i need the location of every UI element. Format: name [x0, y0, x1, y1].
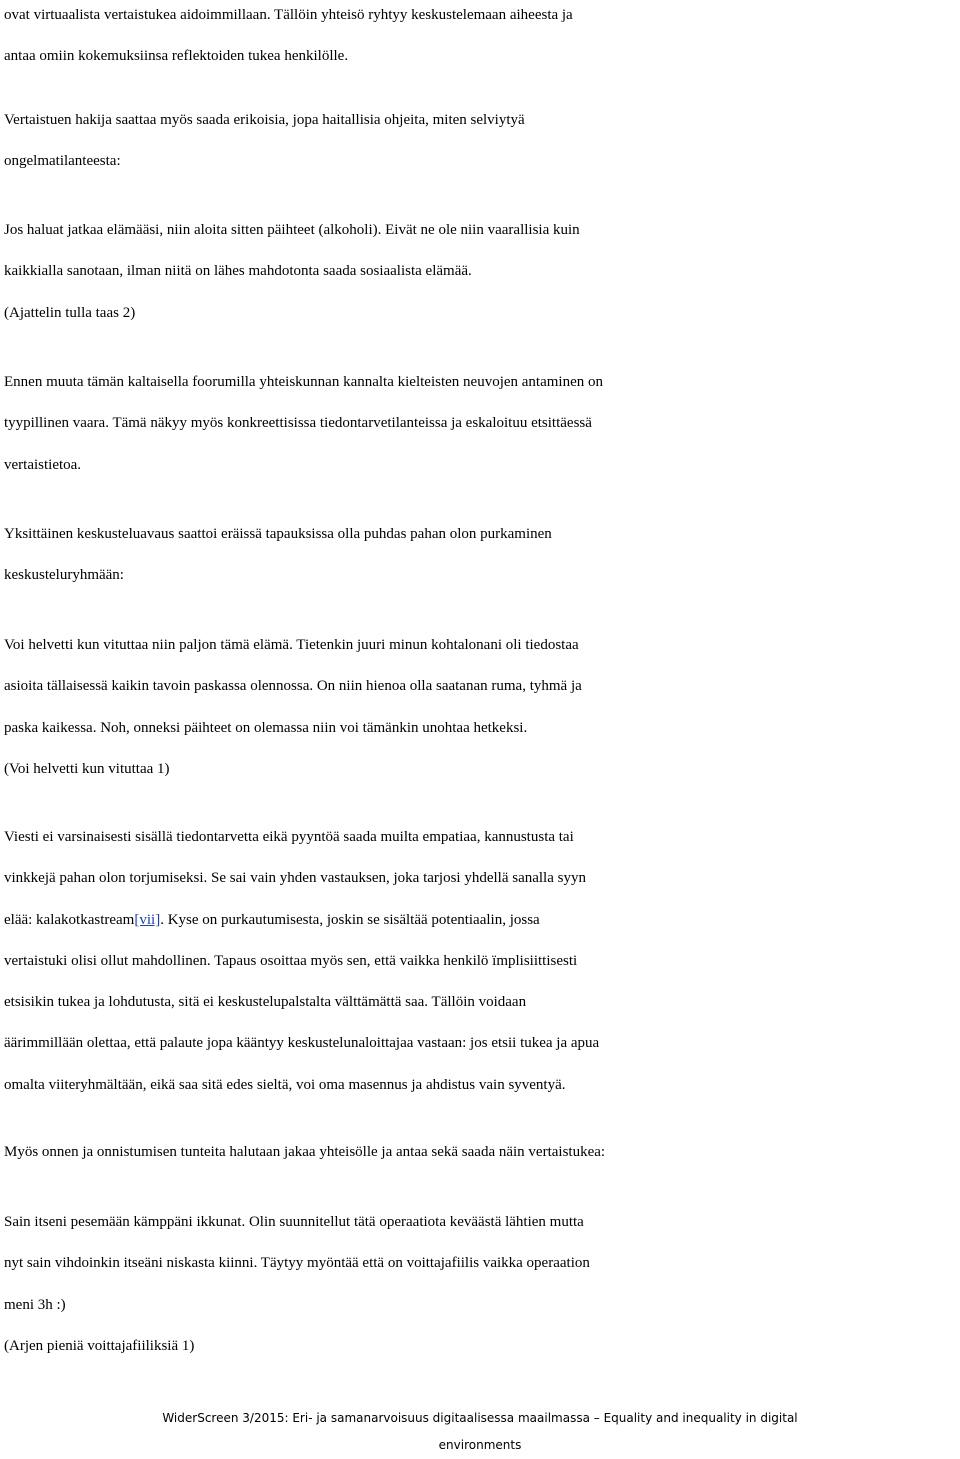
text-line: kaikkialla sanotaan, ilman niitä on lähes mahdotonta saada sosiaalista elämää.: [4, 263, 472, 280]
text-line: Jos haluat jatkaa elämääsi, niin aloita sitten päihteet (alkoholi). Eivät ne ole niin vaarallisia kuin: [4, 222, 580, 238]
quote-source: (Ajattelin tulla taas 2): [4, 304, 136, 321]
text-line: Voi helvetti kun vituttaa niin paljon tämä elämä. Tietenkin juuri minun kohtalonani oli tiedostaa: [4, 637, 579, 653]
text-line: paska kaikessa. Noh, onneksi päihteet on olemassa niin voi tämänkin unohtaa hetkeksi.: [4, 719, 528, 736]
quote-paragraph: [4, 1202, 960, 1367]
text-line: Myös onnen ja onnistumisen tunteita halutaan jakaa yhteisölle ja antaa sekä saada näin vertaistukea:: [4, 1144, 606, 1160]
text-line: ovat virtuaalista vertaistukea aidoimmillaan. Tällöin yhteisö ryhtyy keskustelemaan aiheesta ja: [4, 7, 573, 23]
text-line: Yksittäinen keskusteluavaus saattoi eräissä tapauksissa olla puhdas pahan olon purkaminen: [4, 526, 552, 542]
quote-paragraph: [4, 625, 960, 790]
text-line: Viesti ei varsinaisesti sisällä tiedontarvetta eikä pyyntöä saada muilta empatiaa, kannustusta tai: [4, 829, 574, 845]
text-line: antaa omiin kokemuksiinsa reflektoiden tukea henkilölle.: [4, 48, 349, 65]
footer-line: WiderScreen 3/2015: Eri- ja samanarvoisuus digitaalisessa maailmassa – Equality and inequality in digital: [162, 1411, 798, 1425]
text-segment: elää: kalakotkastream: [4, 911, 135, 928]
paragraph-joy: [4, 1132, 960, 1173]
text-line: äärimmillään olettaa, että palaute jopa kääntyy keskustelunaloittajaa vastaan: jos etsii tukea ja apua: [4, 1035, 600, 1052]
text-line: omalta viiteryhmältään, eikä saa sitä edes sieltä, voi oma masennus ja ahdistus vain syventyä.: [4, 1076, 566, 1093]
page-footer: [0, 1405, 960, 1459]
text-line: tyypillinen vaara. Tämä näkyy myös konkreettisissa tiedontarvetilanteissa ja eskaloituu etsittäessä: [4, 415, 592, 432]
paragraph-venting: [4, 514, 960, 597]
quote-source: (Voi helvetti kun vituttaa 1): [4, 760, 170, 777]
footnote-link[interactable]: [vii]: [134, 911, 161, 928]
text-line: meni 3h :): [4, 1296, 66, 1313]
text-line: keskusteluryhmään:: [4, 567, 124, 584]
text-line: etsisikin tukea ja lohdutusta, sitä ei keskustelupalstalta välttämättä saa. Tällöin voidaan: [4, 994, 527, 1011]
footer-line: environments: [438, 1438, 522, 1452]
text-line: vertaistietoa.: [4, 456, 82, 473]
text-line-with-footnote: [4, 900, 960, 941]
text-line: asioita tällaisessä kaikin tavoin paskassa olennossa. On niin hienoa olla saatanan ruma, tyhmä ja: [4, 678, 582, 695]
text-line: ongelmatilanteesta:: [4, 153, 121, 170]
paragraph-harmful-advice: [4, 100, 960, 183]
text-line: Sain itseni pesemään kämppäni ikkunat. Olin suunnitellut tätä operaatiota keväästä lähtien mutta: [4, 1214, 584, 1230]
text-line: nyt sain vihdoinkin itseäni niskasta kiinni. Täytyy myöntää että on voittajafiilis vaikka operaation: [4, 1255, 590, 1272]
text-line: Vertaistuen hakija saattaa myös saada erikoisia, jopa haitallisia ohjeita, miten selviytyä: [4, 112, 525, 128]
text-segment: . Kyse on purkautumisesta, joskin se sisältää potentiaalin, jossa: [160, 911, 540, 928]
paragraph-analysis: [4, 817, 960, 1106]
paragraph-intro: [4, 0, 960, 78]
text-line: vertaistuki olisi ollut mahdollinen. Tapaus osoittaa myös sen, että vaikka henkilö ïmplisiittisesti: [4, 952, 578, 969]
quote-paragraph: [4, 210, 960, 334]
text-line: Ennen muuta tämän kaltaisella foorumilla yhteiskunnan kannalta kielteisten neuvojen antaminen on: [4, 374, 603, 390]
quote-source: (Arjen pieniä voittajafiiliksiä 1): [4, 1337, 195, 1354]
text-line: vinkkejä pahan olon torjumiseksi. Se sai vain yhden vastauksen, joka tarjosi yhdellä sanalla syyn: [4, 870, 586, 887]
paragraph-negative-advice: [4, 362, 960, 486]
